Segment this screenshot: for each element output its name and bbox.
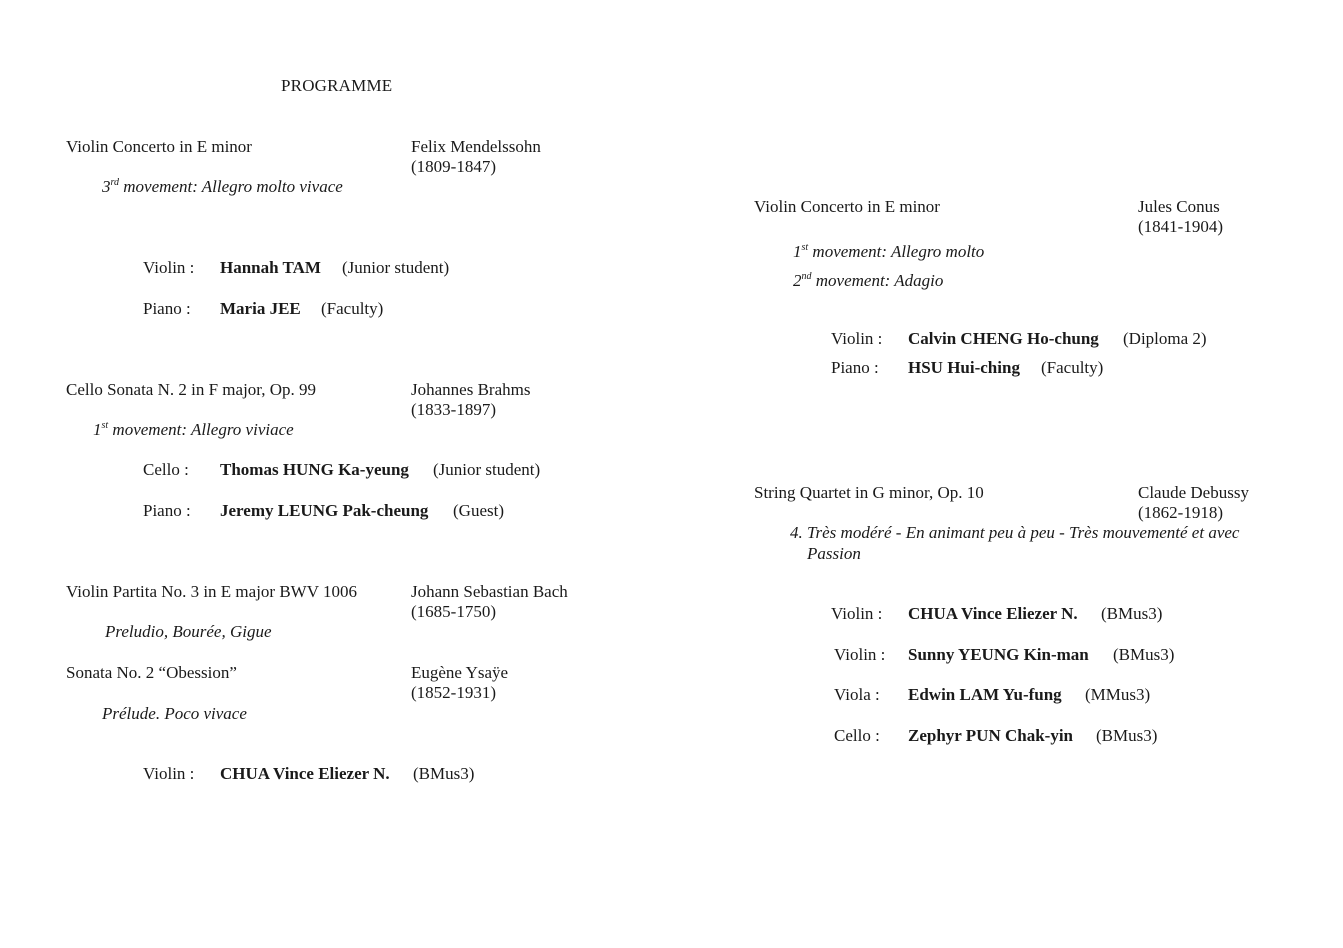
performer-role: (Faculty) — [1041, 358, 1104, 377]
piece-title: Sonata No. 2 “Obession” — [66, 663, 237, 682]
composer-block — [1138, 197, 1223, 237]
performer-instrument: Cello : — [834, 726, 880, 745]
composer-dates: (1852-1931) — [411, 683, 496, 702]
movement: Preludio, Bourée, Gigue — [105, 622, 272, 641]
composer-name: Eugène Ysaÿe — [411, 663, 509, 682]
composer-block — [1138, 483, 1249, 523]
composer-name: Jules Conus — [1138, 197, 1220, 216]
composer-block — [411, 380, 530, 420]
performer-name: Maria JEE — [220, 299, 301, 318]
performer-name: Sunny YEUNG Kin-man — [908, 645, 1089, 664]
composer-dates: (1809-1847) — [411, 157, 496, 176]
performer-instrument: Violin : — [143, 258, 195, 277]
performer-role: (BMus3) — [1096, 726, 1158, 745]
performer-instrument: Piano : — [831, 358, 879, 377]
performer-role: (Faculty) — [321, 299, 384, 318]
performer-instrument: Cello : — [143, 460, 189, 479]
performer-role: (Diploma 2) — [1123, 329, 1207, 348]
piece-title: String Quartet in G minor, Op. 10 — [754, 483, 984, 502]
composer-dates: (1833-1897) — [411, 400, 496, 419]
movement: 2nd movement: Adagio — [793, 271, 944, 290]
composer-name: Felix Mendelssohn — [411, 137, 541, 156]
performer-name: Zephyr PUN Chak-yin — [908, 726, 1073, 745]
composer-dates: (1841-1904) — [1138, 217, 1223, 236]
performer-role: (BMus3) — [413, 764, 475, 783]
performer-instrument: Violin : — [831, 604, 883, 623]
performer-instrument: Piano : — [143, 501, 191, 520]
movement: 4. Très modéré - En animant peu à peu - Très mouvementé et avec — [790, 523, 1240, 542]
performer-name: CHUA Vince Eliezer N. — [908, 604, 1078, 623]
performer-name: Jeremy LEUNG Pak-cheung — [220, 501, 429, 520]
piece-title: Cello Sonata N. 2 in F major, Op. 99 — [66, 380, 317, 399]
performer-role: (BMus3) — [1101, 604, 1163, 623]
page-title: PROGRAMME — [281, 76, 393, 95]
performer-role: (BMus3) — [1113, 645, 1175, 664]
performer-name: CHUA Vince Eliezer N. — [220, 764, 390, 783]
movement-continued: Passion — [807, 544, 861, 563]
composer-block — [411, 663, 508, 703]
performer-instrument: Piano : — [143, 299, 191, 318]
performer-instrument: Violin : — [834, 645, 886, 664]
composer-dates: (1862-1918) — [1138, 503, 1223, 522]
movement: 1st movement: Allegro molto — [793, 242, 985, 261]
performer-instrument: Viola : — [834, 685, 880, 704]
performer-role: (Junior student) — [433, 460, 541, 479]
piece-title: Violin Concerto in E minor — [754, 197, 940, 216]
performer-role: (Junior student) — [342, 258, 450, 277]
performer-name: Hannah TAM — [220, 258, 321, 277]
performer-role: (Guest) — [453, 501, 504, 520]
composer-name: Johannes Brahms — [411, 380, 531, 399]
movement: Prélude. Poco vivace — [102, 704, 247, 723]
performer-name: Thomas HUNG Ka-yeung — [220, 460, 409, 479]
composer-dates: (1685-1750) — [411, 602, 496, 621]
performer-role: (MMus3) — [1085, 685, 1151, 704]
movement: 3rd movement: Allegro molto vivace — [102, 177, 343, 196]
performer-instrument: Violin : — [831, 329, 883, 348]
composer-block — [411, 137, 541, 177]
performer-name: Edwin LAM Yu-fung — [908, 685, 1062, 704]
composer-name: Claude Debussy — [1138, 483, 1249, 502]
movement: 1st movement: Allegro viviace — [93, 420, 294, 439]
composer-block — [411, 582, 568, 622]
performer-instrument: Violin : — [143, 764, 195, 783]
performer-name: Calvin CHENG Ho-chung — [908, 329, 1099, 348]
composer-name: Johann Sebastian Bach — [411, 582, 568, 601]
piece-title: Violin Partita No. 3 in E major BWV 1006 — [66, 582, 357, 601]
performer-name: HSU Hui-ching — [908, 358, 1020, 377]
piece-title: Violin Concerto in E minor — [66, 137, 252, 156]
